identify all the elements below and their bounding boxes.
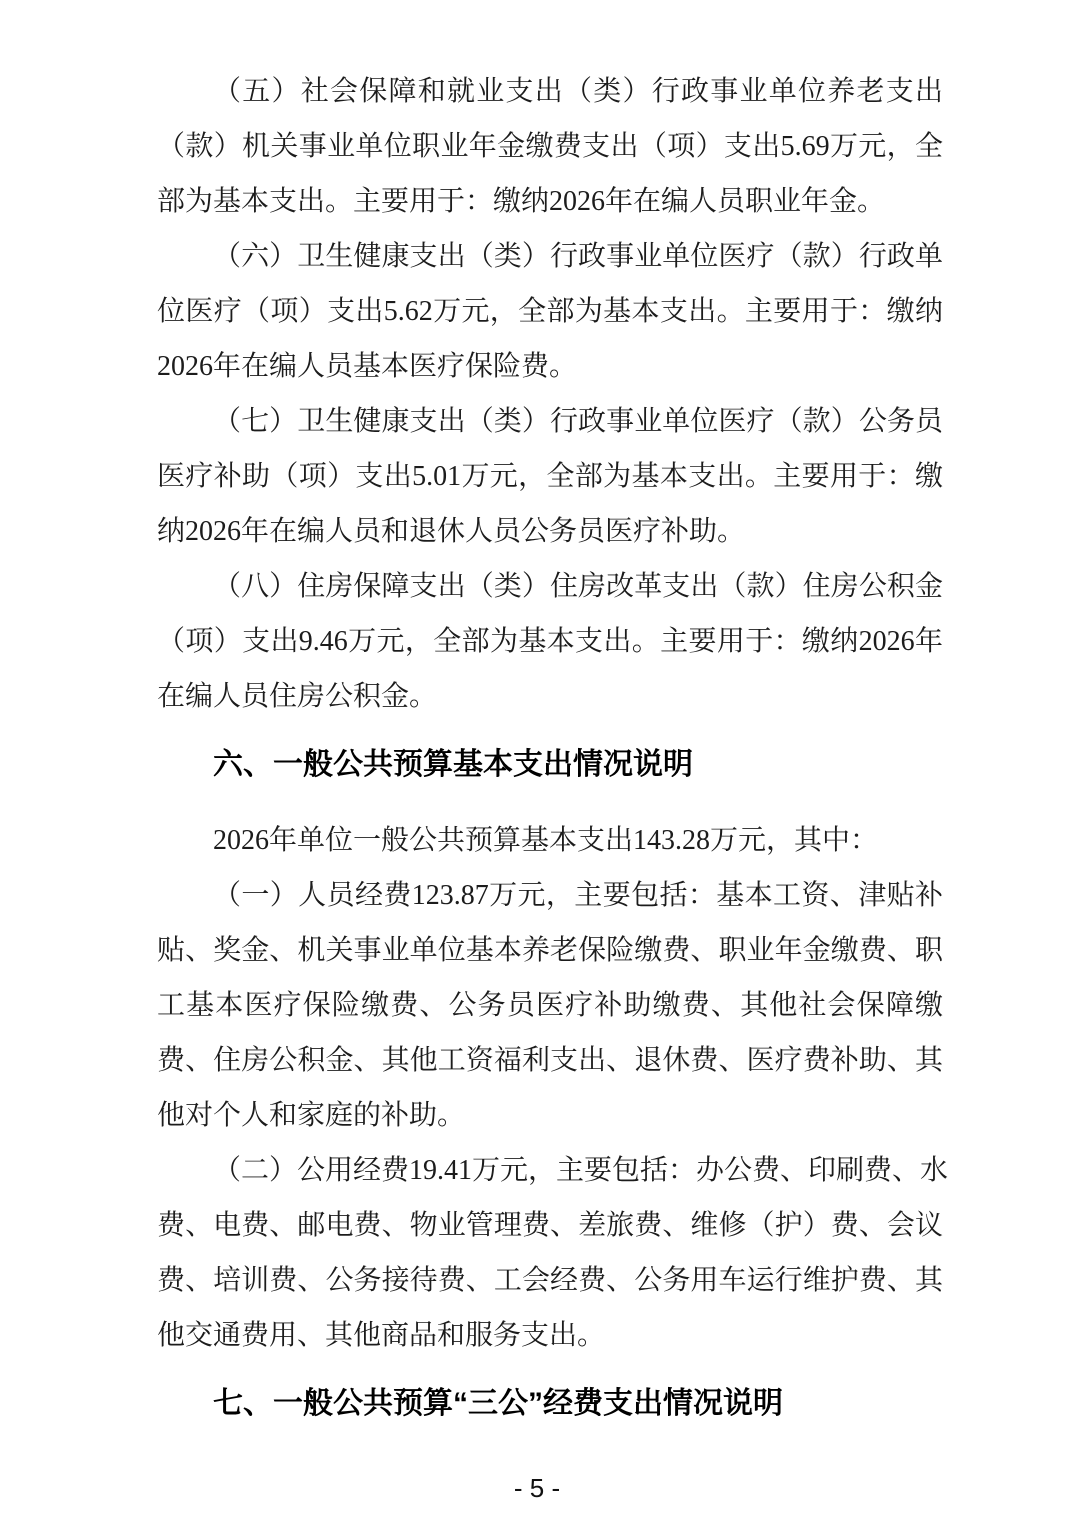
text-line: 费、电费、邮电费、物业管理费、差旅费、维修（护）费、会议 [157,1210,943,1241]
text-line: 部为基本支出。主要用于：缴纳2026年在编人员职业年金。 [157,186,886,217]
text-line: （五）社会保障和就业支出（类）行政事业单位养老支出 [213,76,943,107]
para-basic-expenditure-total [157,813,943,868]
text-line: 医疗补助（项）支出5.01万元，全部为基本支出。主要用于：缴 [157,461,943,492]
text-line: （八）住房保障支出（类）住房改革支出（款）住房公积金 [213,571,943,602]
para-5-social-security-employment [157,64,943,229]
para-2-public-funds [157,1143,949,1363]
heading-section-6-basic-expenditure [157,737,943,792]
text-line: 2026年在编人员基本医疗保险费。 [157,351,578,382]
para-1-personnel-funds [157,868,943,1143]
document-content [157,64,949,1452]
para-8-housing-security [157,559,943,724]
para-7-health-civil-servant-subsidy [157,394,943,559]
text-line: 他交通费用、其他商品和服务支出。 [157,1320,606,1351]
text-line: 费、培训费、公务接待费、工会经费、公务用车运行维护费、其 [157,1265,943,1296]
text-line: （七）卫生健康支出（类）行政事业单位医疗（款）公务员 [213,406,943,437]
text-line: 在编人员住房公积金。 [157,681,438,712]
heading-text-line: 六、一般公共预算基本支出情况说明 [213,748,693,781]
text-line: （一）人员经费123.87万元，主要包括：基本工资、津贴补 [213,880,943,911]
page-footer [0,1470,1074,1506]
text-line: 费、住房公积金、其他工资福利支出、退休费、医疗费补助、其 [157,1045,943,1076]
text-line: （二）公用经费19.41万元，主要包括：办公费、印刷费、水 [213,1155,949,1186]
heading-text-line: 七、一般公共预算“三公”经费支出情况说明 [213,1387,783,1420]
text-line: 纳2026年在编人员和退休人员公务员医疗补助。 [157,516,746,547]
text-line: 2026年单位一般公共预算基本支出143.28万元，其中： [213,825,879,856]
text-line: 他对个人和家庭的补助。 [157,1100,466,1131]
text-line: （项）支出9.46万元，全部为基本支出。主要用于：缴纳2026年 [157,626,943,657]
text-line: 工基本医疗保险缴费、公务员医疗补助缴费、其他社会保障缴 [157,990,943,1021]
heading-section-7-three-public-funds [157,1376,943,1431]
page-number: - 5 - [513,1473,561,1503]
text-line: （六）卫生健康支出（类）行政事业单位医疗（款）行政单 [213,241,943,272]
text-line: 贴、奖金、机关事业单位基本养老保险缴费、职业年金缴费、职 [157,935,943,966]
para-6-health-admin-medical [157,229,943,394]
text-line: 位医疗（项）支出5.62万元，全部为基本支出。主要用于：缴纳 [157,296,943,327]
text-line: （款）机关事业单位职业年金缴费支出（项）支出5.69万元，全 [157,131,943,162]
